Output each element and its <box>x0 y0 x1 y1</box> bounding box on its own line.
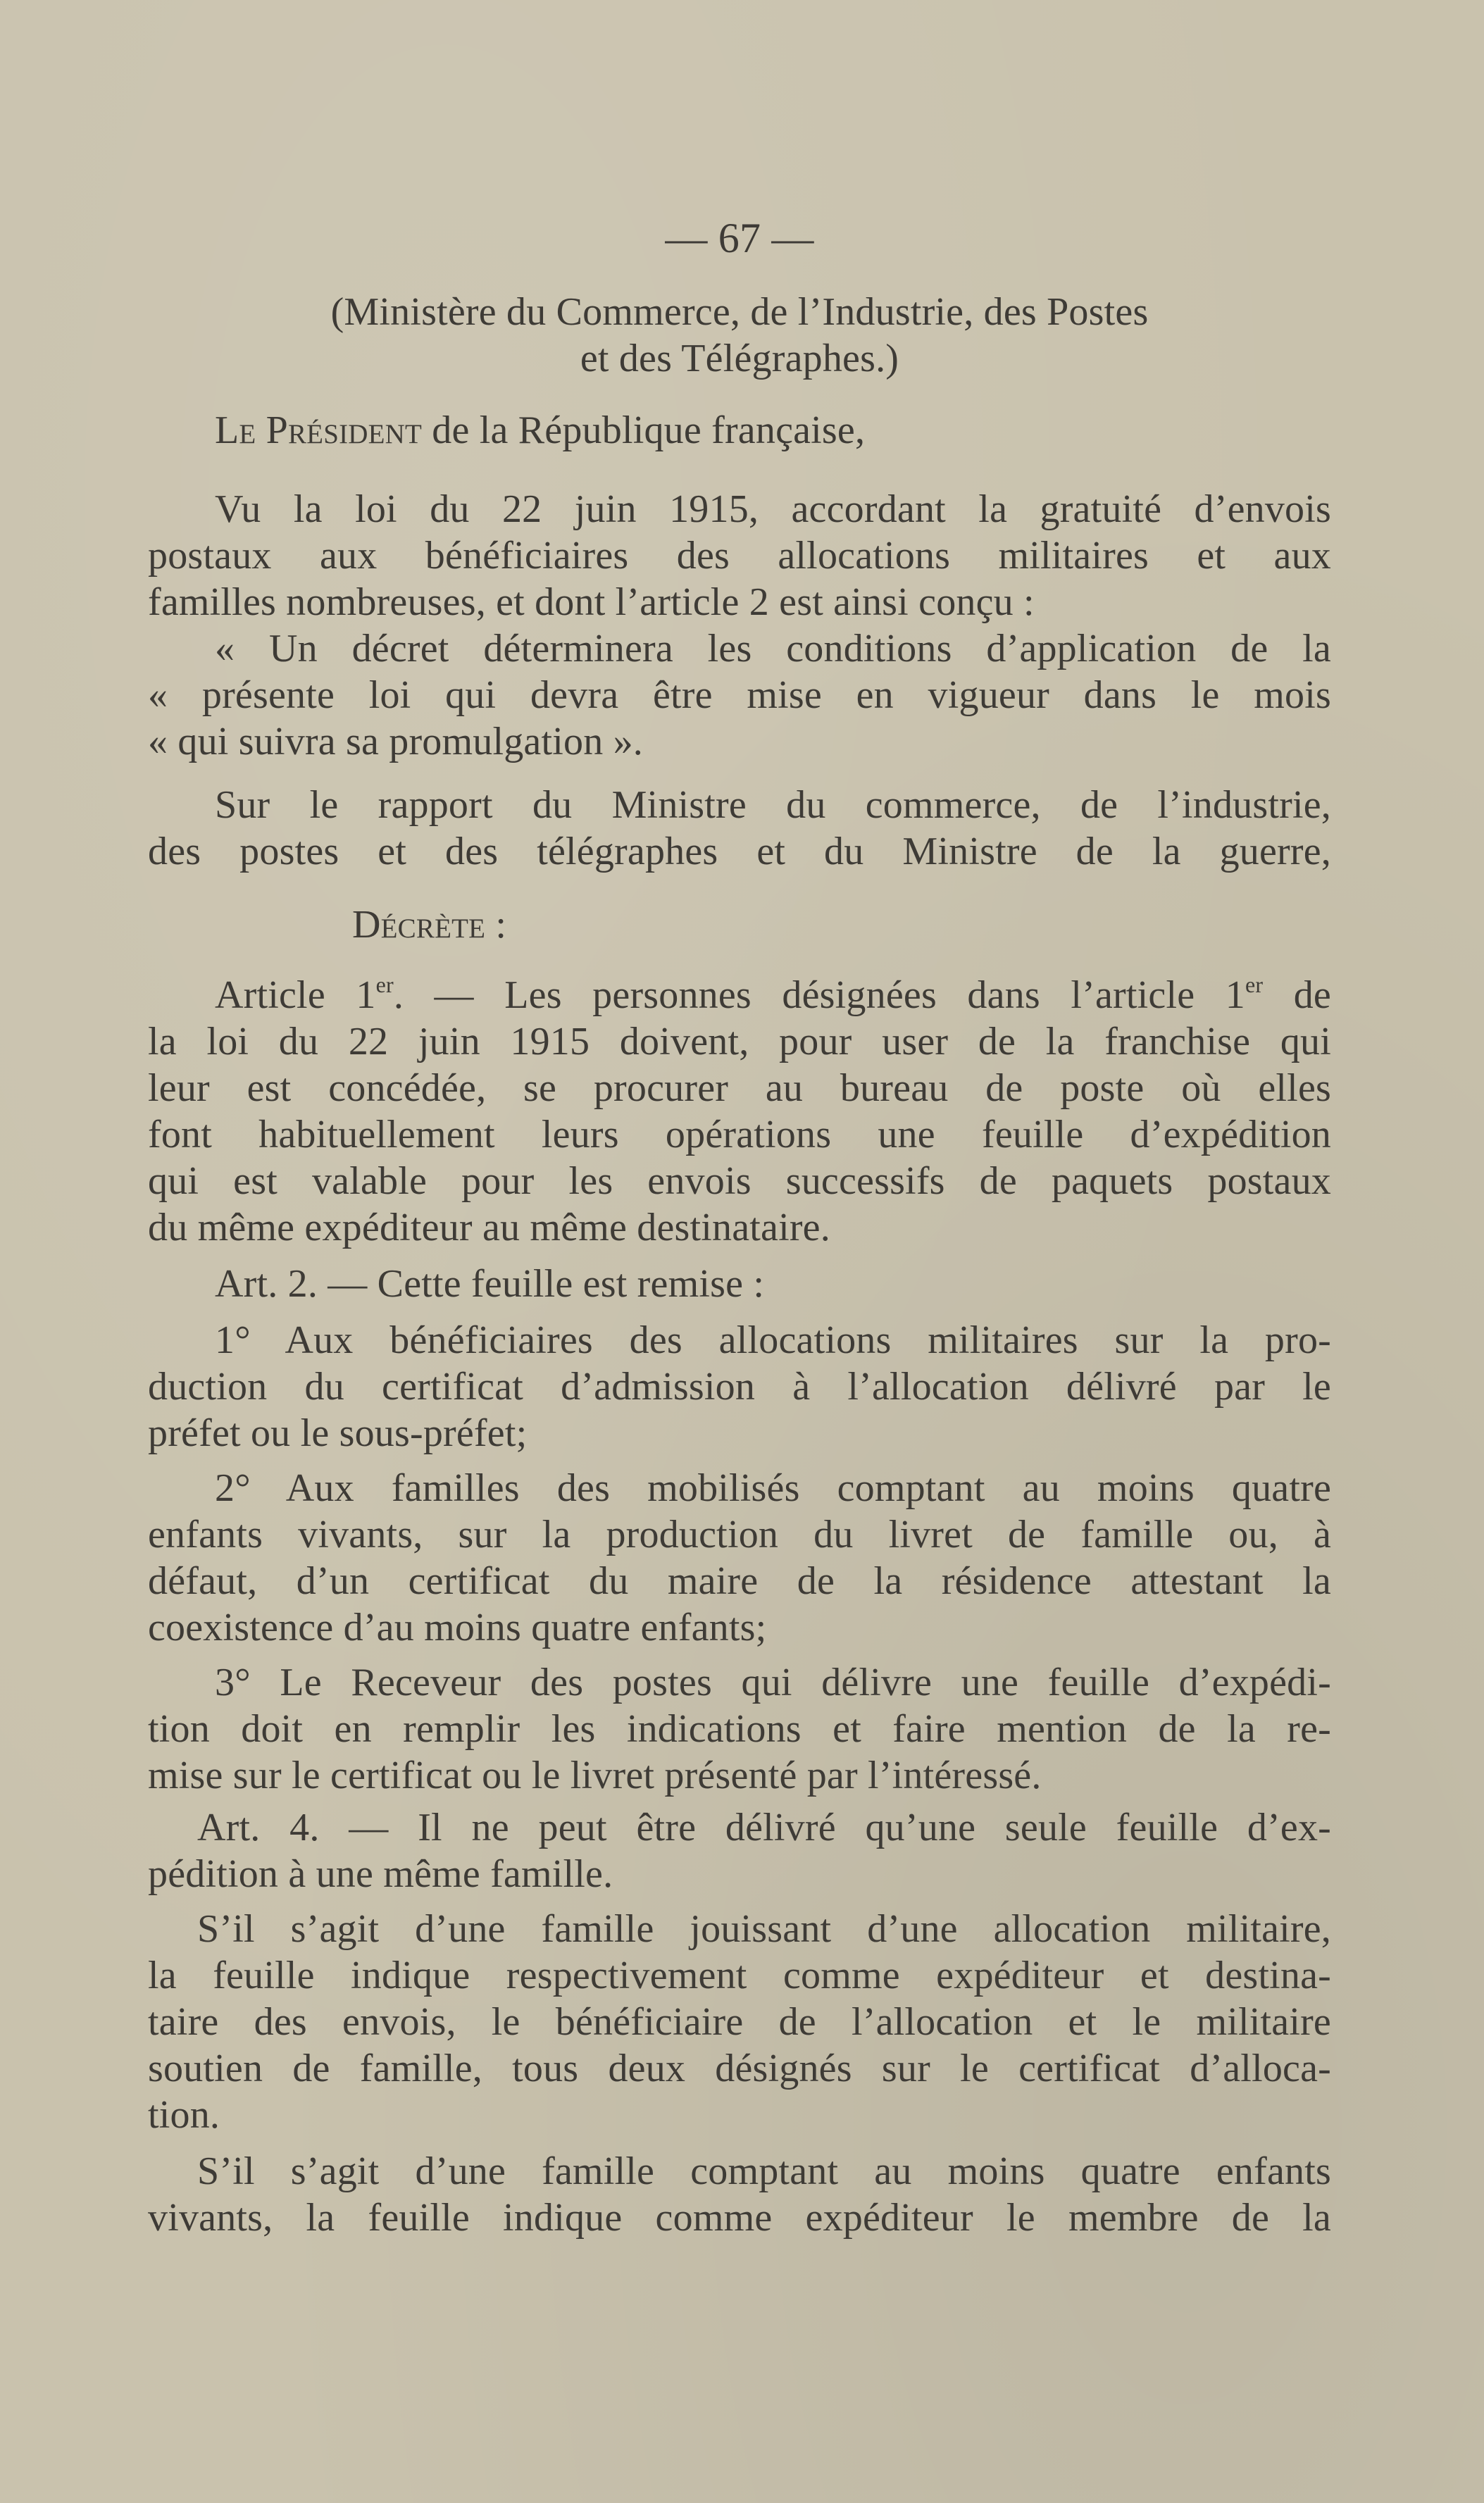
art4-line1: Art. 4. — Il ne peut être délivré qu’une seule feuille d’ex- <box>197 1806 1331 1849</box>
sur-line1: Sur le rapport du Ministre du commerce, de l’industrie, <box>215 783 1331 827</box>
art2-item2-line3: défaut, d’un certificat du maire de la résidence attestant la <box>148 1559 1331 1603</box>
page-number: — 67 — <box>665 215 814 261</box>
vu-line2: postaux aux bénéficiaires des allocations militaires et aux <box>148 534 1331 578</box>
art1-line1 <box>148 972 1331 1018</box>
quote-line3: « qui suivra sa promulgation ». <box>148 720 644 763</box>
art2-item2-line4: coexistence d’au moins quatre enfants; <box>148 1606 767 1649</box>
art1-line2: la loi du 22 juin 1915 doivent, pour user de la franchise qui <box>148 1020 1331 1063</box>
decrete-heading: Décrète : <box>352 903 507 947</box>
art1-line5: qui est valable pour les envois successifs de paquets postaux <box>148 1159 1331 1203</box>
art1-line6: du même expéditeur au même destinataire. <box>148 1206 830 1249</box>
art4-para1-line1: S’il s’agit d’une famille jouissant d’une allocation militaire, <box>197 1907 1331 1951</box>
art1-label: Article 1 <box>215 973 376 1017</box>
president-title: Le Président <box>215 408 423 452</box>
art2-item3-line3: mise sur le certificat ou le livret présenté par l’intéressé. <box>148 1754 1042 1797</box>
art1-text-end: de <box>1263 973 1331 1017</box>
art1-line3: leur est concédée, se procurer au bureau de poste où elles <box>148 1066 1331 1110</box>
art4-line2: pédition à une même famille. <box>148 1852 613 1896</box>
vu-line3: familles nombreuses, et dont l’article 2 est ainsi conçu : <box>148 580 1035 624</box>
sur-line2: des postes et des télégraphes et du Ministre de la guerre, <box>148 830 1331 873</box>
president-line <box>148 407 1331 454</box>
quote-line2: « présente loi qui devra être mise en vigueur dans le mois <box>148 673 1331 717</box>
art2-item1-line2: duction du certificat d’admission à l’allocation délivré par le <box>148 1365 1331 1409</box>
art1-ref-superscript: er <box>1245 972 1264 997</box>
president-rest: de la République française, <box>422 408 866 452</box>
art4-para1-line2: la feuille indique respectivement comme expéditeur et destina- <box>148 1954 1331 1997</box>
art2-item2-line1: 2° Aux familles des mobilisés comptant au moins quatre <box>215 1466 1331 1510</box>
art2-item1-line3: préfet ou le sous-préfet; <box>148 1411 528 1455</box>
art2-item3-line2: tion doit en remplir les indications et faire mention de la re- <box>148 1707 1331 1751</box>
art2-item1-line1: 1° Aux bénéficiaires des allocations militaires sur la pro- <box>215 1318 1331 1362</box>
document-page <box>148 204 1331 2317</box>
art2-item2-line2: enfants vivants, sur la production du livret de famille ou, à <box>148 1513 1331 1556</box>
ministry-header-line2: et des Télégraphes.) <box>580 337 899 380</box>
art4-para2-line1: S’il s’agit d’une famille comptant au moins quatre enfants <box>197 2149 1331 2193</box>
art2-item3-line1: 3° Le Receveur des postes qui délivre une feuille d’expédi- <box>215 1661 1331 1704</box>
quote-line1: « Un décret déterminera les conditions d’application de la <box>215 627 1331 670</box>
art4-para2-line2: vivants, la feuille indique comme expéditeur le membre de la <box>148 2196 1331 2240</box>
art1-text: . — Les personnes désignées dans l’article 1 <box>393 973 1245 1017</box>
art1-line4: font habituellement leurs opérations une feuille d’expédition <box>148 1113 1331 1156</box>
vu-line1: Vu la loi du 22 juin 1915, accordant la gratuité d’envois <box>215 487 1331 531</box>
art4-para1-line5: tion. <box>148 2093 220 2137</box>
art4-para1-line4: soutien de famille, tous deux désignés sur le certificat d’alloca- <box>148 2047 1331 2090</box>
art4-para1-line3: taire des envois, le bénéficiaire de l’allocation et le militaire <box>148 2000 1331 2044</box>
ministry-header-line1: (Ministère du Commerce, de l’Industrie, des Postes <box>330 290 1149 334</box>
art2-intro: Art. 2. — Cette feuille est remise : <box>215 1262 765 1306</box>
art1-superscript: er <box>375 972 394 997</box>
